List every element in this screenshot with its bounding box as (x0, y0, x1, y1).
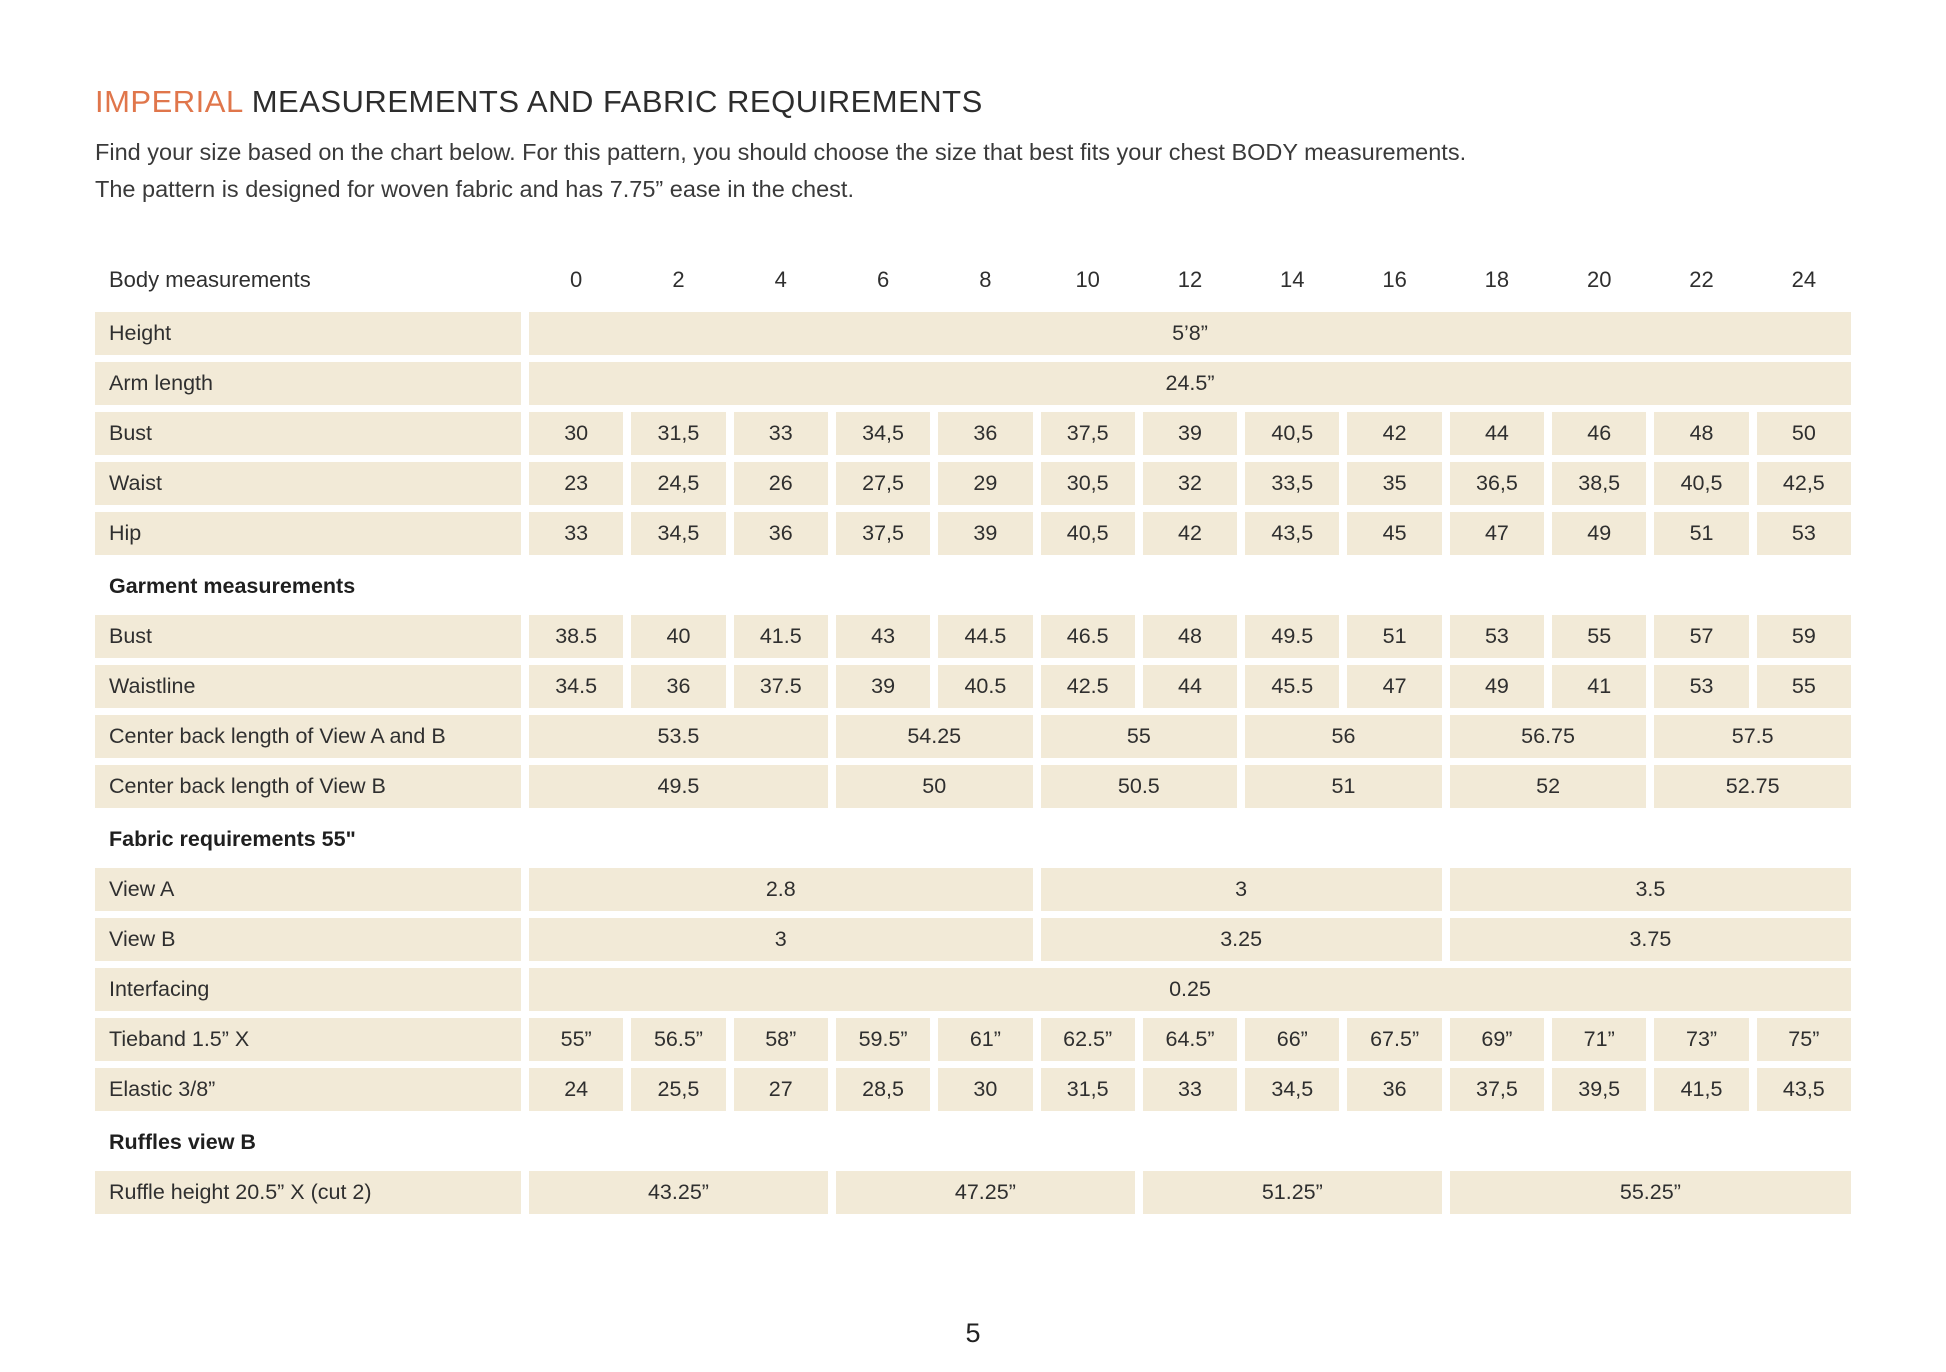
measurement-cell: 53 (1654, 665, 1748, 708)
measurement-cell: 39 (938, 512, 1032, 555)
size-header: 12 (1177, 267, 1203, 292)
measurement-cell: 3 (529, 918, 1033, 961)
section-label: Fabric requirements 55" (109, 826, 356, 851)
measurement-cell: 56 (1245, 715, 1442, 758)
page-content (95, 84, 1851, 1221)
measurement-cell: 59.5” (836, 1018, 930, 1061)
measurement-cell: 69” (1450, 1018, 1544, 1061)
measurement-cell: 39 (836, 665, 930, 708)
measurement-cell: 53 (1757, 512, 1851, 555)
measurement-cell: 30,5 (1041, 462, 1135, 505)
row-label: Waistline (95, 665, 521, 708)
measurement-cell: 57 (1654, 615, 1748, 658)
measurement-cell: 24 (529, 1068, 623, 1111)
measurement-cell: 47.25” (836, 1171, 1135, 1214)
intro-line-1: Find your size based on the chart below. For this pattern, you should choose the size that best fits your chest BODY measurements. (95, 139, 1467, 165)
size-header: 4 (774, 267, 787, 292)
section-label: Garment measurements (109, 573, 356, 598)
measurement-cell: 53.5 (529, 715, 828, 758)
measurement-cell: 28,5 (836, 1068, 930, 1111)
page-title (95, 84, 1851, 120)
measurement-cell: 33,5 (1245, 462, 1339, 505)
measurement-cell: 33 (734, 412, 828, 455)
measurement-cell: 36 (631, 665, 725, 708)
measurement-cell: 55” (529, 1018, 623, 1061)
measurement-cell: 47 (1347, 665, 1441, 708)
table-header-label: Body measurements (109, 267, 311, 292)
table-row (95, 765, 1851, 808)
table-row (95, 312, 1851, 355)
measurement-cell: 50.5 (1041, 765, 1238, 808)
measurement-cell: 34,5 (631, 512, 725, 555)
measurement-cell: 38.5 (529, 615, 623, 658)
measurement-cell: 33 (529, 512, 623, 555)
measurement-cell: 46 (1552, 412, 1646, 455)
measurement-cell: 3 (1041, 868, 1442, 911)
row-label: Tieband 1.5” X (95, 1018, 521, 1061)
measurement-cell: 24,5 (631, 462, 725, 505)
row-label: View A (95, 868, 521, 911)
measurement-cell: 49 (1552, 512, 1646, 555)
row-label: Center back length of View B (95, 765, 521, 808)
measurement-cell: 45.5 (1245, 665, 1339, 708)
measurement-cell: 36 (734, 512, 828, 555)
measurement-cell: 37,5 (1450, 1068, 1544, 1111)
row-label: Hip (95, 512, 521, 555)
measurement-cell: 45 (1347, 512, 1441, 555)
measurement-cell: 5’8” (529, 312, 1851, 355)
size-header: 8 (979, 267, 992, 292)
measurement-cell: 30 (938, 1068, 1032, 1111)
measurement-cell: 36 (1347, 1068, 1441, 1111)
size-header: 16 (1382, 267, 1407, 292)
table-row (95, 868, 1851, 911)
size-header: 20 (1586, 267, 1612, 292)
measurement-cell: 51 (1245, 765, 1442, 808)
measurement-cell: 50 (836, 765, 1033, 808)
measurement-cell: 71” (1552, 1018, 1646, 1061)
row-label: View B (95, 918, 521, 961)
measurement-cell: 51.25” (1143, 1171, 1442, 1214)
size-header: 18 (1484, 267, 1510, 292)
table-body (95, 312, 1851, 1214)
measurement-cell: 73” (1654, 1018, 1748, 1061)
intro-line-2: The pattern is designed for woven fabric and has 7.75” ease in the chest. (95, 176, 854, 202)
measurement-cell: 40,5 (1245, 412, 1339, 455)
measurement-cell: 44 (1143, 665, 1237, 708)
measurement-cell: 48 (1143, 615, 1237, 658)
table-row (95, 362, 1851, 405)
section-label: Ruffles view B (109, 1129, 256, 1154)
row-label: Waist (95, 462, 521, 505)
size-header: 6 (876, 267, 890, 292)
measurement-cell: 59 (1757, 615, 1851, 658)
table-row (95, 412, 1851, 455)
measurement-cell: 39,5 (1552, 1068, 1646, 1111)
measurement-cell: 47 (1450, 512, 1544, 555)
measurement-cell: 61” (938, 1018, 1032, 1061)
measurement-cell: 23 (529, 462, 623, 505)
page-title-accent: IMPERIAL (95, 84, 243, 119)
measurement-cell: 75” (1757, 1018, 1851, 1061)
measurement-cell: 41,5 (1654, 1068, 1748, 1111)
size-header: 2 (672, 267, 685, 292)
measurement-cell: 29 (938, 462, 1032, 505)
measurement-cell: 44.5 (938, 615, 1032, 658)
size-header: 10 (1075, 267, 1100, 292)
size-header: 14 (1280, 267, 1305, 292)
measurement-cell: 39 (1143, 412, 1237, 455)
page-number: 5 (965, 1318, 981, 1348)
table-row (95, 462, 1851, 505)
measurement-cell: 38,5 (1552, 462, 1646, 505)
measurement-cell: 53 (1450, 615, 1544, 658)
size-header: 22 (1689, 267, 1714, 292)
measurement-cell: 52 (1450, 765, 1647, 808)
measurement-cell: 52.75 (1654, 765, 1851, 808)
measurement-cell: 36 (938, 412, 1032, 455)
row-label: Interfacing (95, 968, 521, 1011)
page-title-rest: MEASUREMENTS AND FABRIC REQUIREMENTS (251, 84, 983, 119)
measurement-cell: 31,5 (1041, 1068, 1135, 1111)
measurement-cell: 2.8 (529, 868, 1033, 911)
table-row (95, 1171, 1851, 1214)
measurement-cell: 48 (1654, 412, 1748, 455)
measurement-cell: 56.75 (1450, 715, 1647, 758)
row-label: Center back length of View A and B (95, 715, 521, 758)
table-row (95, 1068, 1851, 1111)
measurement-cell: 40,5 (1041, 512, 1135, 555)
measurement-cell: 34,5 (836, 412, 930, 455)
measurement-cell: 3.5 (1450, 868, 1851, 911)
measurement-cell: 49.5 (1245, 615, 1339, 658)
table-header-row (95, 260, 1851, 300)
measurement-cell: 24.5” (529, 362, 1851, 405)
measurement-table (95, 260, 1851, 1214)
measurement-cell: 55.25” (1450, 1171, 1851, 1214)
table-row (95, 512, 1851, 555)
measurement-cell: 26 (734, 462, 828, 505)
row-label: Ruffle height 20.5” X (cut 2) (95, 1171, 521, 1214)
row-label: Height (95, 312, 521, 355)
size-header: 0 (570, 267, 583, 292)
table-row (95, 1018, 1851, 1061)
size-header: 24 (1791, 267, 1817, 292)
measurement-cell: 32 (1143, 462, 1237, 505)
measurement-cell: 56.5” (631, 1018, 725, 1061)
measurement-cell: 42.5 (1041, 665, 1135, 708)
measurement-cell: 37,5 (1041, 412, 1135, 455)
measurement-cell: 40 (631, 615, 725, 658)
row-label: Arm length (95, 362, 521, 405)
measurement-cell: 49.5 (529, 765, 828, 808)
measurement-cell: 62.5” (1041, 1018, 1135, 1061)
measurement-cell: 30 (529, 412, 623, 455)
measurement-cell: 49 (1450, 665, 1544, 708)
row-label: Bust (95, 412, 521, 455)
measurement-cell: 27 (734, 1068, 828, 1111)
row-label: Elastic 3/8” (95, 1068, 521, 1111)
measurement-cell: 43.25” (529, 1171, 828, 1214)
measurement-cell: 40,5 (1654, 462, 1748, 505)
measurement-cell: 42 (1143, 512, 1237, 555)
measurement-cell: 3.25 (1041, 918, 1442, 961)
measurement-cell: 54.25 (836, 715, 1033, 758)
measurement-cell: 35 (1347, 462, 1441, 505)
measurement-cell: 40.5 (938, 665, 1032, 708)
measurement-cell: 42 (1347, 412, 1441, 455)
measurement-cell: 34,5 (1245, 1068, 1339, 1111)
measurement-cell: 66” (1245, 1018, 1339, 1061)
measurement-cell: 0.25 (529, 968, 1851, 1011)
measurement-cell: 43,5 (1245, 512, 1339, 555)
table-row (95, 615, 1851, 658)
measurement-cell: 37.5 (734, 665, 828, 708)
measurement-cell: 44 (1450, 412, 1544, 455)
measurement-cell: 50 (1757, 412, 1851, 455)
measurement-cell: 36,5 (1450, 462, 1544, 505)
measurement-cell: 57.5 (1654, 715, 1851, 758)
measurement-cell: 67.5” (1347, 1018, 1441, 1061)
measurement-cell: 3.75 (1450, 918, 1851, 961)
measurement-cell: 31,5 (631, 412, 725, 455)
measurement-cell: 55 (1041, 715, 1238, 758)
measurement-cell: 27,5 (836, 462, 930, 505)
measurement-cell: 42,5 (1757, 462, 1851, 505)
measurement-cell: 64.5” (1143, 1018, 1237, 1061)
measurement-cell: 41.5 (734, 615, 828, 658)
measurement-cell: 43 (836, 615, 930, 658)
measurement-cell: 55 (1552, 615, 1646, 658)
row-label: Bust (95, 615, 521, 658)
table-row (95, 968, 1851, 1011)
measurement-cell: 51 (1654, 512, 1748, 555)
measurement-cell: 25,5 (631, 1068, 725, 1111)
table-row (95, 918, 1851, 961)
measurement-cell: 58” (734, 1018, 828, 1061)
table-row (95, 715, 1851, 758)
measurement-cell: 55 (1757, 665, 1851, 708)
measurement-cell: 34.5 (529, 665, 623, 708)
table-row (95, 665, 1851, 708)
intro-text (95, 134, 1851, 208)
measurement-cell: 46.5 (1041, 615, 1135, 658)
measurement-cell: 33 (1143, 1068, 1237, 1111)
measurement-cell: 41 (1552, 665, 1646, 708)
measurement-cell: 37,5 (836, 512, 930, 555)
measurement-cell: 43,5 (1757, 1068, 1851, 1111)
measurement-cell: 51 (1347, 615, 1441, 658)
